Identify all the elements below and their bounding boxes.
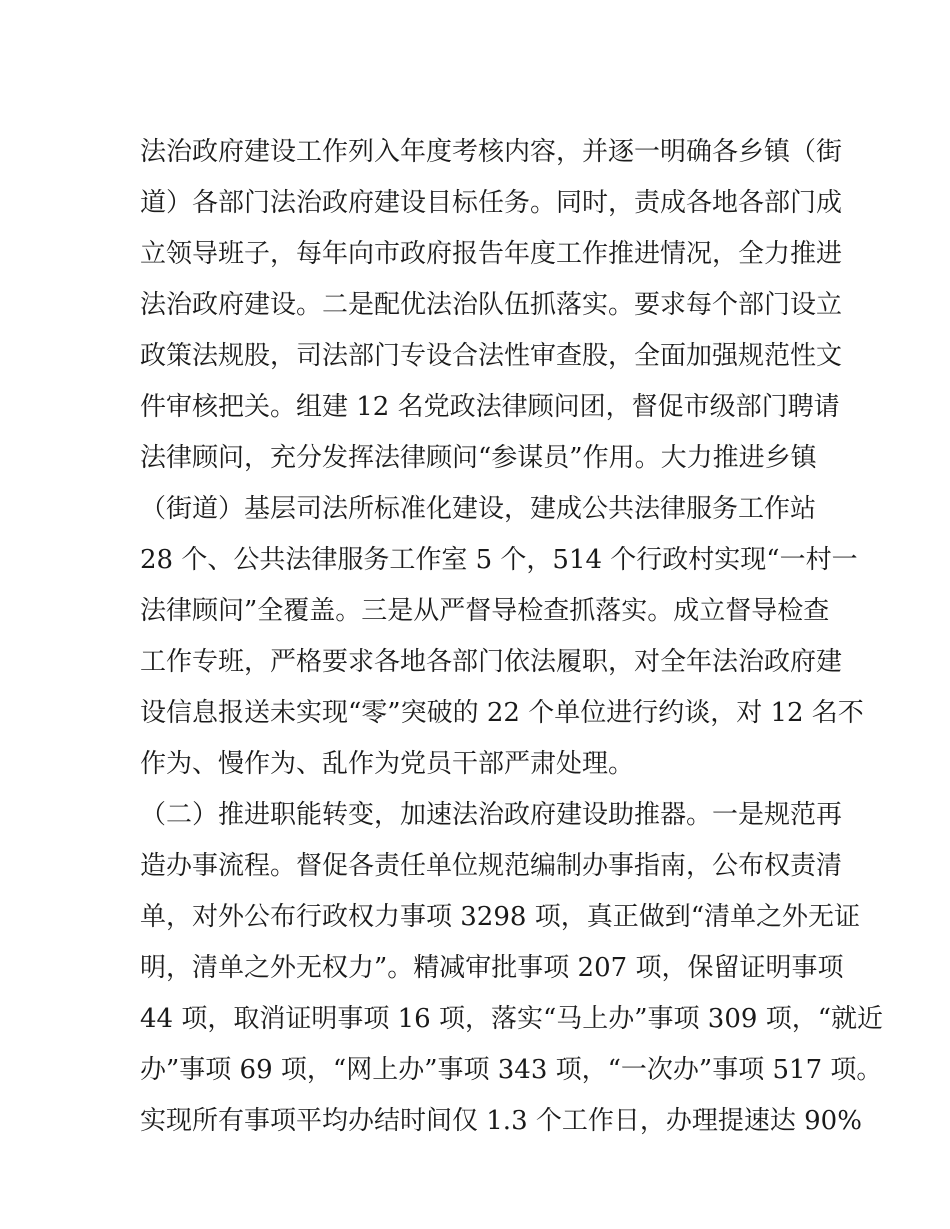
body-text [140, 127, 883, 1147]
text-line: 法治政府建设工作列入年度考核内容，并逐一明确各乡镇（街 [140, 137, 843, 167]
text-line: 明，清单之外无权力”。精减审批事项 207 项，保留证明事项 [140, 953, 844, 983]
text-line: 立领导班子，每年向市政府报告年度工作推进情况，全力推进 [140, 239, 843, 269]
text-line: （街道）基层司法所标准化建设，建成公共法律服务工作站 [140, 494, 817, 524]
text-line: 工作专班，严格要求各地各部门依法履职，对全年法治政府建 [140, 647, 843, 677]
text-line: 单，对外公布行政权力事项 3298 项，真正做到“清单之外无证 [140, 902, 860, 932]
text-line: 件审核把关。组建 12 名党政法律顾问团，督促市级部门聘请 [140, 392, 840, 422]
text-line: 法律顾问”全覆盖。三是从严督导检查抓落实。成立督导检查 [140, 596, 830, 626]
text-line: 造办事流程。督促各责任单位规范编制办事指南，公布权责清 [140, 851, 843, 881]
text-line: 设信息报送未实现“零”突破的 22 个单位进行约谈，对 12 名不 [140, 698, 864, 728]
section-heading-line: （二）推进职能转变，加速法治政府建设助推器。一是规范再 [140, 800, 843, 830]
text-line: 法治政府建设。二是配优法治队伍抓落实。要求每个部门设立 [140, 290, 843, 320]
text-line: 政策法规股，司法部门专设合法性审查股，全面加强规范性文 [140, 341, 843, 371]
text-line: 办”事项 69 项，“网上办”事项 343 项，“一次办”事项 517 项。 [140, 1055, 883, 1085]
text-line: 法律顾问，充分发挥法律顾问“参谋员”作用。大力推进乡镇 [140, 443, 817, 473]
text-line: 实现所有事项平均办结时间仅 1.3 个工作日，办理提速达 90% [140, 1106, 862, 1136]
text-line: 44 项，取消证明事项 16 项，落实“马上办”事项 309 项，“就近 [140, 1004, 883, 1034]
text-line: 28 个、公共法律服务工作室 5 个，514 个行政村实现“一村一 [140, 545, 858, 575]
text-line: 道）各部门法治政府建设目标任务。同时，责成各地各部门成 [140, 188, 843, 218]
text-line: 作为、慢作为、乱作为党员干部严肃处理。 [140, 749, 635, 779]
